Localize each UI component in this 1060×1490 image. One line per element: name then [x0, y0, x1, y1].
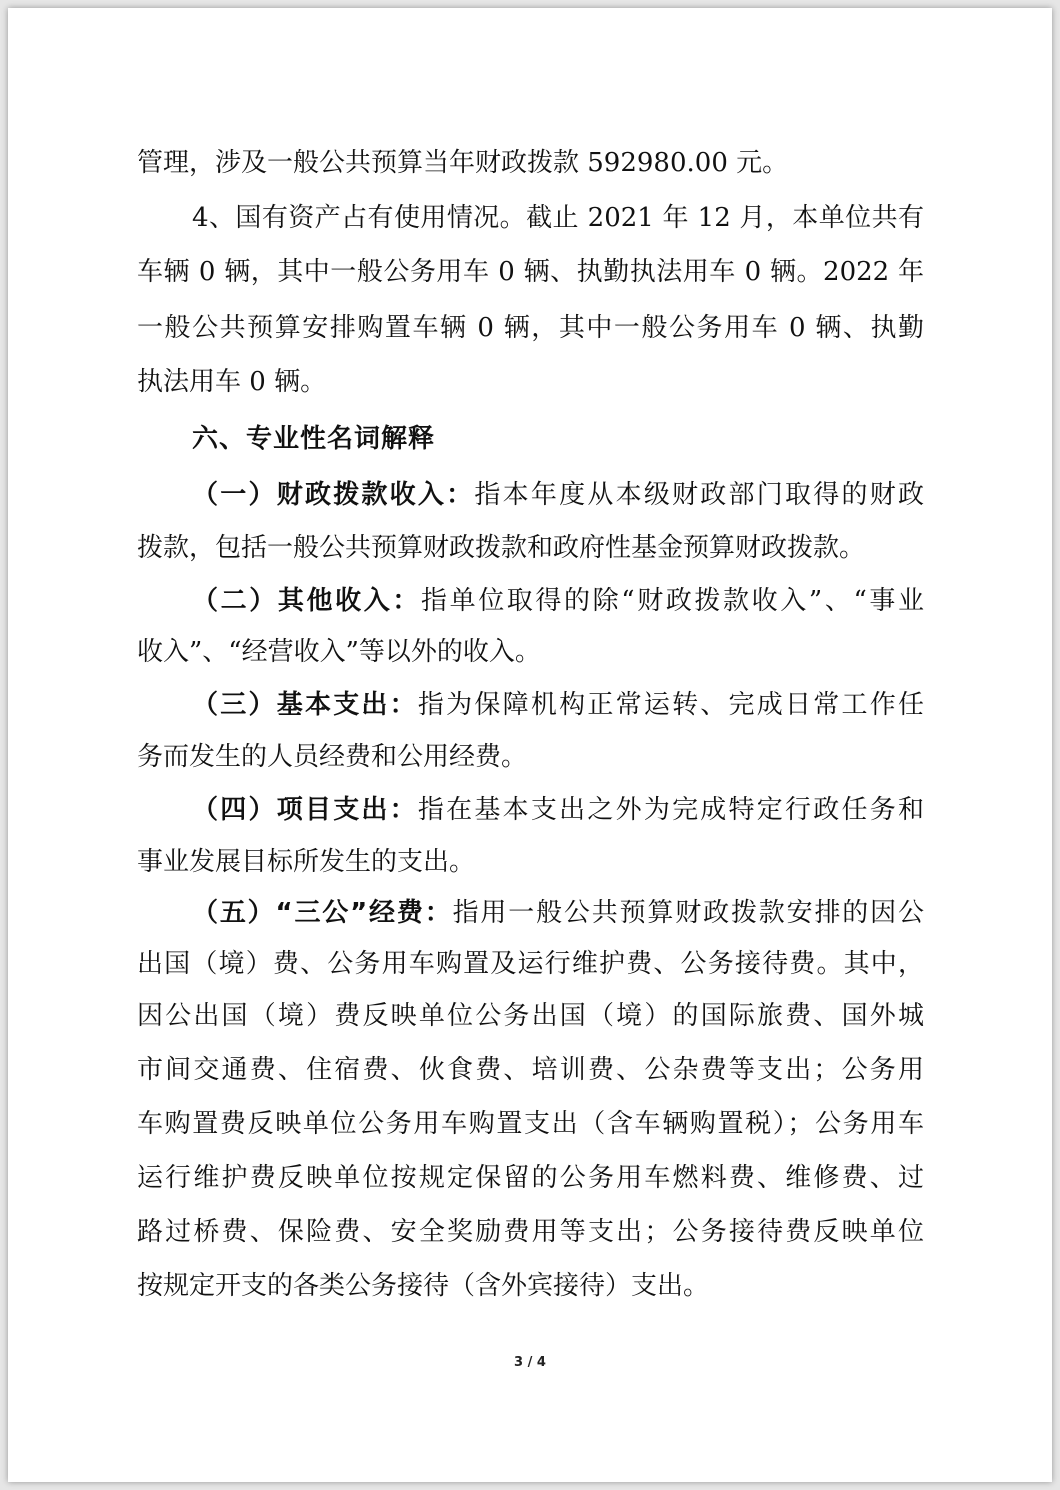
section-heading: 六、专业性名词解释	[192, 424, 436, 454]
definition-text: 指本年度从本级财政部门取得的财政	[474, 480, 924, 510]
definition-line: 车购置费反映单位公务用车购置支出（含车辆购置税）；公务用车	[137, 1109, 924, 1139]
definition-text: 指在基本支出之外为完成特定行政任务和	[417, 795, 924, 825]
definition-line: 按规定开支的各类公务接待（含外宾接待）支出。	[137, 1271, 710, 1301]
definition-line: 收入”、“经营收入”等以外的收入。	[137, 637, 541, 667]
definition-line: 拨款，包括一般公共预算财政拨款和政府性基金预算财政拨款。	[137, 533, 866, 563]
definition-line	[192, 477, 924, 513]
definition-line	[192, 687, 924, 723]
definition-text: 指用一般公共预算财政拨款安排的因公	[452, 898, 924, 928]
definition-term: （三）基本支出：	[192, 690, 418, 720]
definition-line: 出国（境）费、公务用车购置及运行维护费、公务接待费。其中，	[137, 949, 924, 979]
definition-line: 路过桥费、保险费、安全奖励费用等支出；公务接待费反映单位	[137, 1217, 924, 1247]
paragraph-line: 车辆 0 辆，其中一般公务用车 0 辆、执勤执法用车 0 辆。2022 年	[137, 257, 924, 287]
paragraph-line: 管理，涉及一般公共预算当年财政拨款 592980.00 元。	[137, 148, 789, 178]
definition-line: 务而发生的人员经费和公用经费。	[137, 742, 528, 772]
definition-term: （一）财政拨款收入：	[192, 480, 475, 510]
definition-line: 因公出国（境）费反映单位公务出国（境）的国际旅费、国外城	[137, 1001, 924, 1031]
definition-line: 市间交通费、住宿费、伙食费、培训费、公杂费等支出；公务用	[137, 1055, 924, 1085]
page-number: 3 / 4	[514, 1355, 546, 1370]
definition-line	[192, 583, 924, 619]
definition-term: （四）项目支出：	[192, 795, 418, 825]
definition-line: 事业发展目标所发生的支出。	[137, 847, 476, 877]
definition-line: 运行维护费反映单位按规定保留的公务用车燃料费、维修费、过	[137, 1163, 924, 1193]
paragraph-line: 执法用车 0 辆。	[137, 367, 327, 397]
definition-line	[192, 792, 924, 828]
definition-term: （五）“三公”经费：	[192, 898, 453, 928]
definition-text: 指为保障机构正常运转、完成日常工作任	[417, 690, 924, 720]
definition-line	[192, 895, 924, 931]
definition-text: 指单位取得的除“财政拨款收入”、“事业	[420, 586, 924, 616]
definition-term: （二）其他收入：	[192, 586, 421, 616]
paragraph-line: 一般公共预算安排购置车辆 0 辆，其中一般公务用车 0 辆、执勤	[137, 313, 924, 343]
paragraph-line: 4、国有资产占有使用情况。截止 2021 年 12 月，本单位共有	[192, 203, 924, 233]
